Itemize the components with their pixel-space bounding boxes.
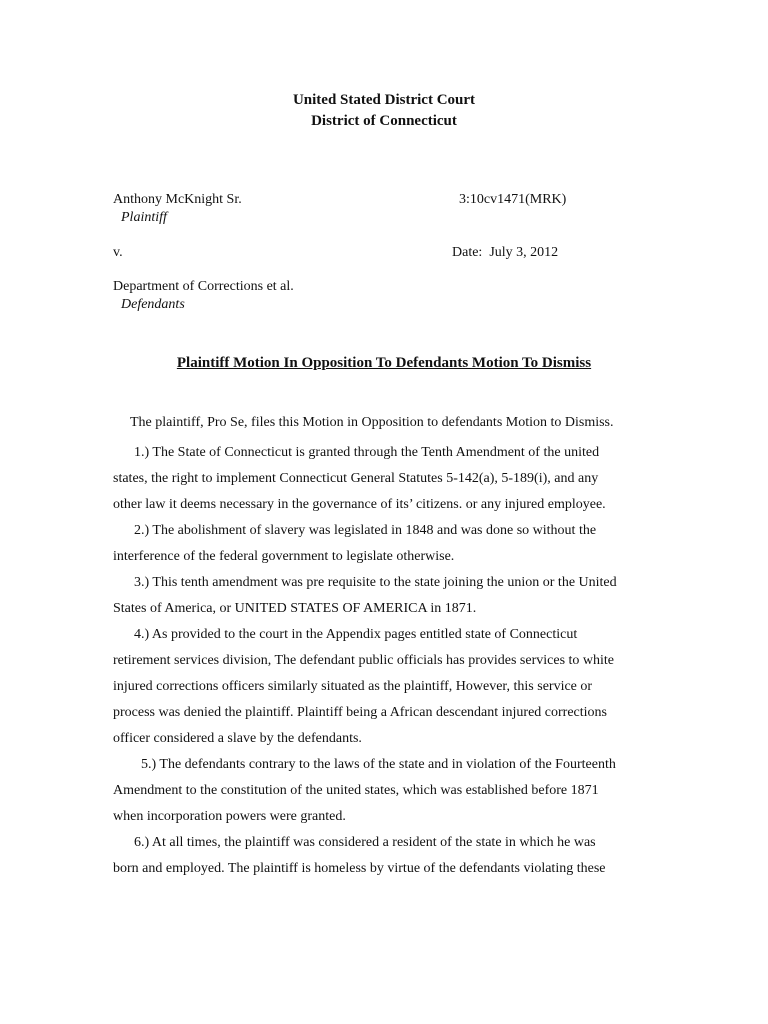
plaintiff-role: Plaintiff [121, 210, 167, 225]
paragraph-line: 5.) The defendants contrary to the laws of the state and in violation of the Fourteenth [141, 757, 616, 772]
paragraph-line: 2.) The abolishment of slavery was legislated in 1848 and was done so without the [134, 523, 597, 538]
paragraph-line: other law it deems necessary in the governance of its’ citizens. or any injured employee. [113, 497, 606, 512]
paragraph-line: States of America, or UNITED STATES OF AMERICA in 1871. [113, 601, 477, 616]
plaintiff-name: Anthony McKnight Sr. [113, 192, 242, 207]
versus: v. [113, 245, 123, 260]
case-number: 3:10cv1471(MRK) [459, 192, 567, 207]
paragraph-line: born and employed. The plaintiff is homeless by virtue of the defendants violating these [113, 861, 606, 876]
paragraph-line: 6.) At all times, the plaintiff was considered a resident of the state in which he was [134, 835, 596, 850]
paragraph-line: 3.) This tenth amendment was pre requisite to the state joining the union or the United [134, 575, 617, 590]
paragraph-line: officer considered a slave by the defendants. [113, 731, 362, 746]
defendant-role: Defendants [121, 297, 185, 312]
filing-date: Date: July 3, 2012 [452, 245, 559, 260]
paragraph-line: retirement services division, The defendant public officials has provides services to white [113, 653, 615, 668]
motion-title: Plaintiff Motion In Opposition To Defendants Motion To Dismiss [176, 355, 592, 371]
court-name: United Stated District Court [292, 92, 476, 108]
defendant-name: Department of Corrections et al. [113, 279, 294, 294]
paragraph-line: injured corrections officers similarly situated as the plaintiff, However, this service or [113, 679, 593, 694]
paragraph-line: process was denied the plaintiff. Plaintiff being a African descendant injured corrections [113, 705, 607, 720]
paragraph-line: interference of the federal government to legislate otherwise. [113, 549, 455, 564]
paragraph-line: 1.) The State of Connecticut is granted through the Tenth Amendment of the united [134, 445, 600, 460]
motion-body [113, 410, 653, 882]
court-district: District of Connecticut [311, 113, 457, 129]
paragraph-line: 4.) As provided to the court in the Appendix pages entitled state of Connecticut [134, 627, 578, 642]
intro-line: The plaintiff, Pro Se, files this Motion in Opposition to defendants Motion to Dismiss. [130, 415, 614, 430]
paragraph-line: Amendment to the constitution of the united states, which was established before 1871 [113, 783, 599, 798]
paragraph-line: states, the right to implement Connecticut General Statutes 5-142(a), 5-189(i), and any [113, 471, 599, 486]
paragraph-line: when incorporation powers were granted. [113, 809, 346, 824]
